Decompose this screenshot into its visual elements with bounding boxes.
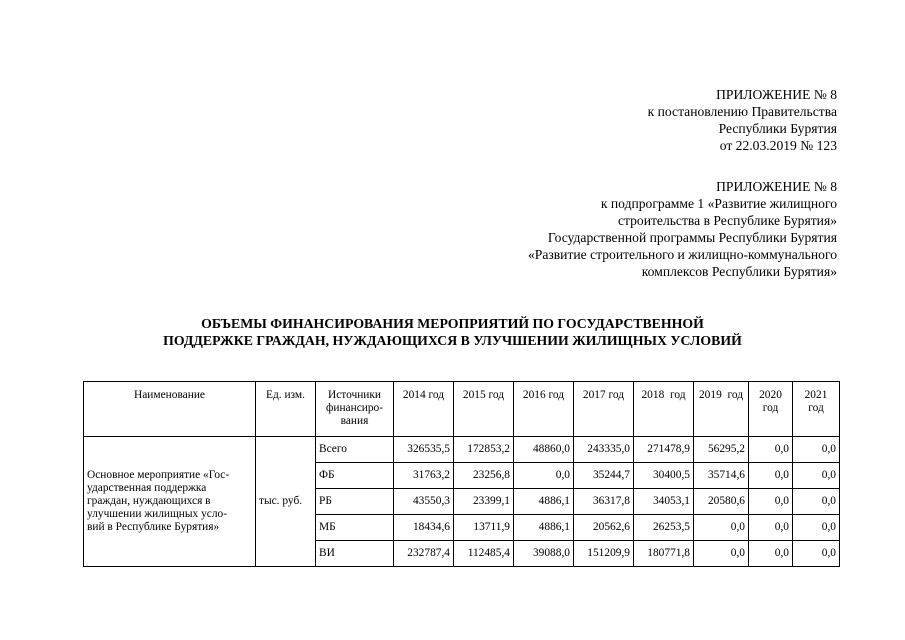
header-year-line: 2019 год xyxy=(698,389,744,401)
value-cell: 34053,1 xyxy=(634,489,694,515)
header-unit: Ед. изм. xyxy=(256,382,316,437)
value-cell: 0,0 xyxy=(694,515,749,541)
activity-name-line: вий в Республике Бурятия» xyxy=(87,521,220,533)
header-line: комплексов Республики Бурятия» xyxy=(641,264,837,279)
value-cell: 23399,1 xyxy=(454,489,514,515)
value-cell: 0,0 xyxy=(514,463,574,489)
source-cell: Всего xyxy=(316,437,394,463)
header-source-line: финансиро- xyxy=(325,402,384,414)
header-line: строительства в Республике Бурятия» xyxy=(617,213,837,228)
header-line: ПРИЛОЖЕНИЕ № 8 xyxy=(716,87,837,102)
value-cell: 35244,7 xyxy=(574,463,634,489)
value-cell: 0,0 xyxy=(793,463,840,489)
value-cell: 0,0 xyxy=(749,541,793,567)
value-cell: 0,0 xyxy=(793,515,840,541)
value-cell: 151209,9 xyxy=(574,541,634,567)
value-cell: 30400,5 xyxy=(634,463,694,489)
value-cell: 172853,2 xyxy=(454,437,514,463)
value-cell: 0,0 xyxy=(749,437,793,463)
value-cell: 56295,2 xyxy=(694,437,749,463)
header-year-line: 2018 год xyxy=(641,389,686,401)
header-line: к подпрограмме 1 «Развитие жилищного xyxy=(600,196,837,211)
appendix-header-resolution xyxy=(648,86,837,154)
value-cell: 0,0 xyxy=(749,489,793,515)
value-cell: 36317,8 xyxy=(574,489,634,515)
value-cell: 4886,1 xyxy=(514,489,574,515)
appendix-header-subprogram xyxy=(528,178,837,280)
value-cell: 18434,6 xyxy=(394,515,454,541)
value-cell: 43550,3 xyxy=(394,489,454,515)
source-cell: ФБ xyxy=(316,463,394,489)
title-line: ПОДДЕРЖКЕ ГРАЖДАН, НУЖДАЮЩИХСЯ В УЛУЧШЕНИИ ЖИЛИЩНЫХ УСЛОВИЙ xyxy=(163,333,742,348)
header-line: от 22.03.2019 № 123 xyxy=(719,138,837,153)
value-cell: 13711,9 xyxy=(454,515,514,541)
header-year-2016 xyxy=(514,382,574,437)
header-year-line: 2020 xyxy=(759,389,782,401)
header-line: ПРИЛОЖЕНИЕ № 8 xyxy=(716,179,837,194)
header-year-2018 xyxy=(634,382,694,437)
source-cell: РБ xyxy=(316,489,394,515)
header-line: к постановлению Правительства xyxy=(647,104,837,119)
value-cell: 0,0 xyxy=(749,463,793,489)
header-year-2015 xyxy=(454,382,514,437)
header-year-line: год xyxy=(808,402,824,414)
value-cell: 20580,6 xyxy=(694,489,749,515)
title-line: ОБЪЕМЫ ФИНАНСИРОВАНИЯ МЕРОПРИЯТИЙ ПО ГОСУДАРСТВЕННОЙ xyxy=(201,316,704,331)
value-cell: 180771,8 xyxy=(634,541,694,567)
activity-name-line: улучшении жилищных усло- xyxy=(87,508,227,520)
header-year-2019 xyxy=(694,382,749,437)
header-name: Наименование xyxy=(84,382,256,437)
table-header-row xyxy=(84,382,840,437)
source-cell: ВИ xyxy=(316,541,394,567)
header-line: Республики Бурятия xyxy=(718,121,837,136)
activity-name-line: Основное мероприятие «Гос- xyxy=(87,469,230,481)
activity-unit: тыс. руб. xyxy=(256,437,316,567)
value-cell: 23256,8 xyxy=(454,463,514,489)
header-year-2014 xyxy=(394,382,454,437)
header-line: Государственной программы Республики Бурятия xyxy=(547,230,837,245)
document-title xyxy=(0,315,905,349)
value-cell: 326535,5 xyxy=(394,437,454,463)
header-year-line: 2015 год xyxy=(462,389,505,401)
activity-name xyxy=(84,437,256,567)
value-cell: 39088,0 xyxy=(514,541,574,567)
funding-table xyxy=(83,381,840,567)
header-source-line: вания xyxy=(340,415,369,427)
value-cell: 0,0 xyxy=(793,541,840,567)
value-cell: 31763,2 xyxy=(394,463,454,489)
header-year-2017 xyxy=(574,382,634,437)
header-year-2020 xyxy=(749,382,793,437)
value-cell: 232787,4 xyxy=(394,541,454,567)
value-cell: 271478,9 xyxy=(634,437,694,463)
table-row xyxy=(84,437,840,463)
value-cell: 48860,0 xyxy=(514,437,574,463)
header-source xyxy=(316,382,394,437)
source-cell: МБ xyxy=(316,515,394,541)
value-cell: 4886,1 xyxy=(514,515,574,541)
value-cell: 35714,6 xyxy=(694,463,749,489)
header-year-line: год xyxy=(762,402,779,414)
value-cell: 0,0 xyxy=(793,489,840,515)
activity-name-line: ударственная поддержка xyxy=(87,482,207,494)
header-year-line: 2014 год xyxy=(402,389,445,401)
header-line: «Развитие строительного и жилищно-коммунального xyxy=(527,247,837,262)
header-year-line: 2021 xyxy=(804,389,828,401)
header-year-2021 xyxy=(793,382,840,437)
value-cell: 0,0 xyxy=(793,437,840,463)
header-year-line: 2016 год xyxy=(522,389,565,401)
value-cell: 20562,6 xyxy=(574,515,634,541)
value-cell: 243335,0 xyxy=(574,437,634,463)
activity-name-line: граждан, нуждающихся в xyxy=(87,495,211,507)
header-source-line: Источники xyxy=(327,389,382,401)
value-cell: 0,0 xyxy=(749,515,793,541)
header-year-line: 2017 год xyxy=(582,389,625,401)
value-cell: 26253,5 xyxy=(634,515,694,541)
value-cell: 0,0 xyxy=(694,541,749,567)
value-cell: 112485,4 xyxy=(454,541,514,567)
